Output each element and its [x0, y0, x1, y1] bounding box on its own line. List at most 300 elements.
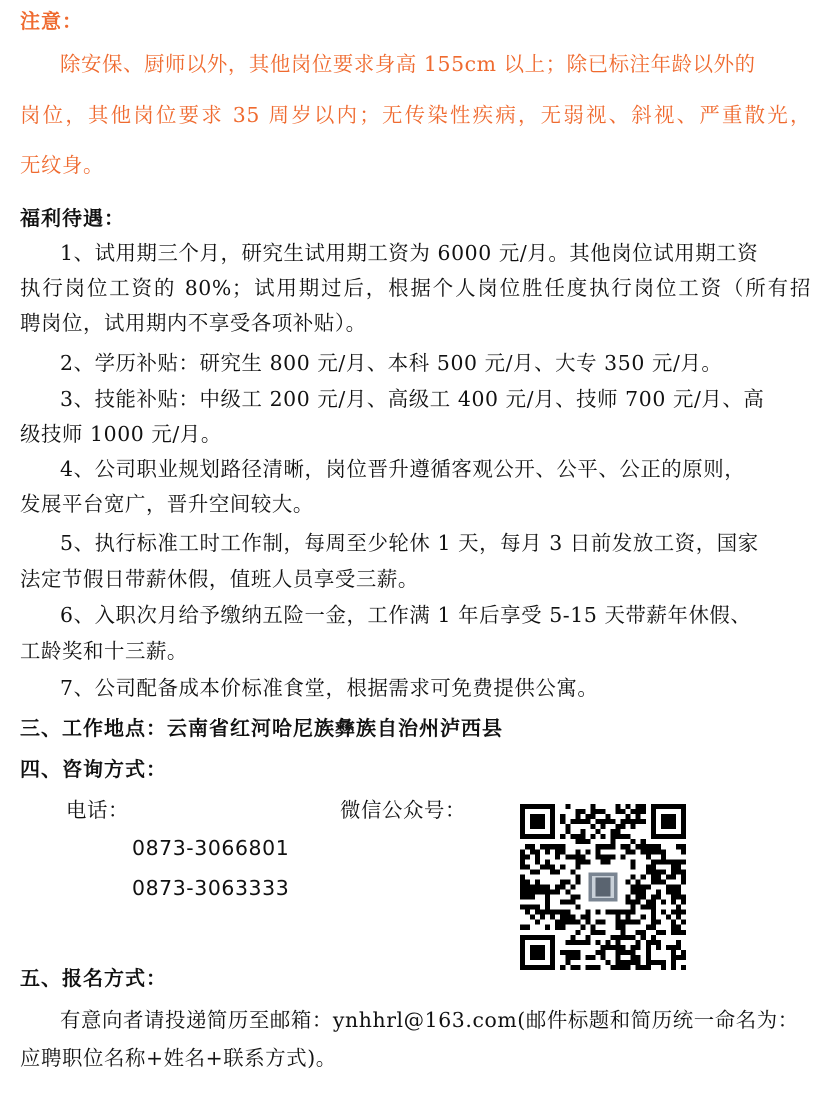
qr-module: [565, 955, 570, 960]
qr-module: [656, 849, 661, 854]
qr-module: [565, 829, 570, 834]
qr-module: [590, 834, 595, 839]
benefit-line-2: 执行岗位工资的 80%；试用期过后，根据个人岗位胜任度执行岗位工资（所有招: [20, 276, 811, 300]
qr-module: [626, 910, 631, 915]
qr-module: [626, 834, 631, 839]
qr-module: [631, 935, 636, 940]
qr-module: [646, 900, 651, 905]
qr-module: [565, 920, 570, 925]
qr-module: [671, 859, 676, 864]
notice-title: 注意：: [20, 9, 83, 33]
qr-module: [636, 930, 641, 935]
qr-module: [656, 879, 661, 884]
qr-module: [656, 844, 661, 849]
apply-line-2: 应聘职位名称+姓名+联系方式)。: [20, 1046, 337, 1070]
qr-module: [681, 900, 686, 905]
qr-module: [626, 819, 631, 824]
qr-module: [520, 879, 525, 884]
qr-module: [555, 844, 560, 849]
qr-module: [585, 940, 590, 945]
qr-module: [575, 920, 580, 925]
qr-module: [530, 890, 535, 895]
qr-module: [570, 854, 575, 859]
qr-module: [651, 935, 656, 940]
qr-module: [565, 915, 570, 920]
qr-module: [590, 930, 595, 935]
qr-module: [621, 935, 626, 940]
qr-module: [631, 864, 636, 869]
qr-module: [616, 945, 621, 950]
qr-module: [611, 839, 616, 844]
qr-module: [555, 884, 560, 889]
qr-module: [575, 814, 580, 819]
qr-module: [565, 824, 570, 829]
qr-module: [681, 859, 686, 864]
qr-module: [550, 864, 555, 869]
qr-module: [676, 844, 681, 849]
qr-module: [671, 950, 676, 955]
qr-module: [606, 940, 611, 945]
qr-module: [616, 809, 621, 814]
qr-module: [606, 859, 611, 864]
qr-module: [560, 920, 565, 925]
qr-module: [631, 910, 636, 915]
qr-module: [550, 869, 555, 874]
qr-code-graphic: [520, 804, 686, 970]
qr-module: [585, 935, 590, 940]
qr-module: [565, 950, 570, 955]
qr-module: [616, 824, 621, 829]
qr-module: [600, 819, 605, 824]
qr-module: [520, 905, 525, 910]
qr-module: [560, 879, 565, 884]
qr-module: [520, 874, 525, 879]
qr-module: [611, 945, 616, 950]
qr-module: [575, 955, 580, 960]
qr-module: [525, 890, 530, 895]
qr-module: [646, 905, 651, 910]
qr-module: [676, 869, 681, 874]
qr-module: [646, 854, 651, 859]
qr-module: [530, 869, 535, 874]
qr-module: [671, 890, 676, 895]
qr-module: [666, 890, 671, 895]
qr-module: [616, 834, 621, 839]
qr-module: [570, 884, 575, 889]
qr-module: [555, 910, 560, 915]
qr-module: [555, 920, 560, 925]
qr-module: [646, 925, 651, 930]
qr-module: [545, 844, 550, 849]
qr-module: [555, 869, 560, 874]
qr-module: [530, 905, 535, 910]
qr-module: [525, 895, 530, 900]
qr-module: [626, 814, 631, 819]
qr-module: [600, 920, 605, 925]
qr-module: [580, 915, 585, 920]
qr-module: [580, 854, 585, 859]
qr-module: [595, 920, 600, 925]
qr-module: [656, 930, 661, 935]
qr-module: [656, 920, 661, 925]
qr-module: [616, 950, 621, 955]
qr-module: [621, 945, 626, 950]
qr-module: [671, 920, 676, 925]
qr-module: [636, 945, 641, 950]
qr-module: [631, 809, 636, 814]
contact-title: 四、咨询方式：: [20, 757, 167, 781]
qr-module: [681, 849, 686, 854]
qr-module: [555, 890, 560, 895]
qr-module: [520, 849, 525, 854]
qr-module: [621, 854, 626, 859]
qr-module: [666, 945, 671, 950]
qr-module: [661, 854, 666, 859]
qr-module: [651, 900, 656, 905]
qr-module: [545, 925, 550, 930]
qr-module: [656, 859, 661, 864]
qr-module: [606, 814, 611, 819]
qr-module: [616, 910, 621, 915]
qr-module: [535, 920, 540, 925]
benefit-line-7: 4、公司职业规划路径清晰，岗位晋升遵循客观公开、公平、公正的原则，: [60, 457, 746, 481]
qr-module: [600, 930, 605, 935]
benefit-line-13: 7、公司配备成本价标准食堂，根据需求可免费提供公寓。: [60, 676, 599, 700]
qr-module: [626, 804, 631, 809]
qr-module: [570, 915, 575, 920]
qr-module: [671, 869, 676, 874]
qr-module: [626, 879, 631, 884]
qr-module: [565, 890, 570, 895]
qr-module: [540, 910, 545, 915]
qr-module: [681, 920, 686, 925]
qr-module: [575, 905, 580, 910]
qr-module: [611, 854, 616, 859]
qr-module: [600, 859, 605, 864]
qr-module: [676, 945, 681, 950]
qr-module: [606, 854, 611, 859]
qr-module: [570, 895, 575, 900]
qr-module: [545, 905, 550, 910]
notice-line-1: 除安保、厨师以外，其他岗位要求身高 155cm 以上；除已标注年龄以外的: [60, 52, 756, 76]
qr-module: [575, 930, 580, 935]
qr-module: [621, 930, 626, 935]
qr-module: [606, 819, 611, 824]
qr-module: [671, 925, 676, 930]
qr-module: [636, 940, 641, 945]
qr-module: [671, 910, 676, 915]
qr-module: [535, 884, 540, 889]
notice-line-2: 岗位，其他岗位要求 35 周岁以内；无传染性疾病，无弱视、斜视、严重散光，: [20, 103, 811, 127]
qr-module: [570, 819, 575, 824]
qr-module: [681, 930, 686, 935]
qr-module: [676, 940, 681, 945]
qr-module: [636, 890, 641, 895]
qr-module: [560, 910, 565, 915]
qr-module: [560, 900, 565, 905]
qr-module: [676, 859, 681, 864]
qr-module: [641, 930, 646, 935]
qr-module: [651, 925, 656, 930]
qr-module: [661, 879, 666, 884]
qr-module: [575, 864, 580, 869]
qr-module: [550, 910, 555, 915]
qr-module: [595, 950, 600, 955]
qr-module: [575, 859, 580, 864]
qr-module: [631, 890, 636, 895]
qr-module: [530, 884, 535, 889]
qr-module: [585, 915, 590, 920]
qr-module: [600, 844, 605, 849]
qr-module: [520, 890, 525, 895]
qr-module: [570, 935, 575, 940]
benefit-line-12: 工龄奖和十三薪。: [20, 639, 188, 663]
qr-module: [681, 910, 686, 915]
qr-module: [671, 874, 676, 879]
qr-module: [560, 849, 565, 854]
benefit-line-4: 2、学历补贴：研究生 800 元/月、本科 500 元/月、大专 350 元/月。: [60, 351, 723, 375]
qr-module: [575, 839, 580, 844]
qr-module: [651, 920, 656, 925]
qr-module: [580, 819, 585, 824]
qr-module: [520, 925, 525, 930]
qr-module: [656, 895, 661, 900]
qr-module: [545, 900, 550, 905]
qr-module: [575, 874, 580, 879]
qr-module: [676, 955, 681, 960]
qr-module: [555, 925, 560, 930]
qr-module: [646, 945, 651, 950]
qr-module: [560, 925, 565, 930]
qr-module: [621, 834, 626, 839]
qr-module: [550, 844, 555, 849]
qr-module: [661, 900, 666, 905]
qr-module: [626, 895, 631, 900]
qr-module: [671, 864, 676, 869]
qr-module: [606, 945, 611, 950]
phone-number-1: 0873-3066801: [132, 836, 290, 860]
qr-module: [636, 879, 641, 884]
qr-module: [555, 854, 560, 859]
qr-module: [626, 849, 631, 854]
qr-module: [616, 920, 621, 925]
qr-module: [646, 844, 651, 849]
qr-module: [520, 884, 525, 889]
qr-module: [646, 940, 651, 945]
qr-module: [631, 874, 636, 879]
qr-module: [545, 849, 550, 854]
qr-module: [560, 834, 565, 839]
qr-module: [595, 809, 600, 814]
benefit-line-8: 发展平台宽广，晋升空间较大。: [20, 492, 314, 516]
qr-module: [585, 839, 590, 844]
qr-module: [535, 905, 540, 910]
qr-module: [570, 950, 575, 955]
qr-module: [671, 930, 676, 935]
benefits-title: 福利待遇：: [20, 206, 125, 230]
qr-module: [676, 910, 681, 915]
qr-module: [595, 854, 600, 859]
qr-module: [636, 900, 641, 905]
qr-module: [530, 849, 535, 854]
qr-module: [671, 945, 676, 950]
qr-module: [626, 950, 631, 955]
qr-module: [671, 955, 676, 960]
qr-module: [545, 859, 550, 864]
qr-module: [636, 955, 641, 960]
qr-module: [631, 849, 636, 854]
qr-module: [550, 915, 555, 920]
qr-module: [600, 809, 605, 814]
qr-module: [560, 950, 565, 955]
qr-module: [656, 890, 661, 895]
qr-module: [651, 849, 656, 854]
qr-module: [641, 890, 646, 895]
qr-module: [525, 884, 530, 889]
qr-module: [661, 859, 666, 864]
qr-module: [520, 859, 525, 864]
qr-module: [631, 824, 636, 829]
qr-module: [540, 884, 545, 889]
qr-module: [676, 925, 681, 930]
qr-module: [636, 819, 641, 824]
qr-module: [600, 854, 605, 859]
qr-module: [666, 874, 671, 879]
location-title: 三、工作地点：云南省红河哈尼族彝族自治州泸西县: [20, 716, 503, 740]
benefit-line-6: 级技师 1000 元/月。: [20, 422, 222, 446]
qr-module: [590, 809, 595, 814]
qr-module: [646, 864, 651, 869]
qr-module: [636, 920, 641, 925]
qr-module: [626, 915, 631, 920]
qr-module: [641, 819, 646, 824]
qr-module: [631, 920, 636, 925]
qr-module: [641, 804, 646, 809]
qr-module: [616, 915, 621, 920]
qr-module: [636, 809, 641, 814]
qr-module: [606, 844, 611, 849]
qr-module: [626, 900, 631, 905]
qr-module: [540, 844, 545, 849]
qr-module: [611, 819, 616, 824]
qr-module: [585, 910, 590, 915]
qr-module: [585, 920, 590, 925]
qr-module: [525, 854, 530, 859]
qr-module: [651, 864, 656, 869]
qr-module: [636, 895, 641, 900]
qr-module: [580, 839, 585, 844]
benefit-line-9: 5、执行标准工时工作制，每周至少轮休 1 天，每月 3 日前发放工资，国家: [60, 531, 759, 555]
phone-number-2: 0873-3063333: [132, 876, 290, 900]
qr-module: [641, 915, 646, 920]
qr-module: [540, 864, 545, 869]
qr-module: [676, 905, 681, 910]
qr-module: [631, 819, 636, 824]
qr-module: [595, 819, 600, 824]
qr-module: [606, 910, 611, 915]
qr-module: [661, 930, 666, 935]
qr-module: [575, 819, 580, 824]
qr-module: [671, 900, 676, 905]
qr-module: [565, 804, 570, 809]
qr-module: [580, 925, 585, 930]
qr-module: [641, 935, 646, 940]
qr-module: [580, 940, 585, 945]
qr-module: [636, 844, 641, 849]
qr-module: [535, 879, 540, 884]
qr-module: [600, 824, 605, 829]
qr-module: [560, 814, 565, 819]
qr-module: [600, 945, 605, 950]
qr-module: [575, 940, 580, 945]
qr-module: [540, 915, 545, 920]
qr-module: [646, 869, 651, 874]
qr-module: [616, 925, 621, 930]
qr-module: [681, 950, 686, 955]
qr-module: [621, 819, 626, 824]
qr-module: [621, 920, 626, 925]
qr-module: [651, 879, 656, 884]
qr-module: [535, 854, 540, 859]
qr-module: [535, 910, 540, 915]
qr-module: [666, 859, 671, 864]
qr-module: [631, 884, 636, 889]
qr-module: [595, 849, 600, 854]
qr-module: [676, 884, 681, 889]
qr-module: [570, 869, 575, 874]
qr-module: [565, 854, 570, 859]
qr-module: [681, 879, 686, 884]
qr-module: [555, 849, 560, 854]
qr-module: [641, 895, 646, 900]
qr-module: [525, 910, 530, 915]
qr-module: [611, 834, 616, 839]
qr-module: [570, 955, 575, 960]
qr-module: [641, 884, 646, 889]
qr-module: [575, 854, 580, 859]
phone-label: 电话：: [66, 798, 129, 822]
qr-module: [545, 895, 550, 900]
qr-module: [651, 915, 656, 920]
qr-module: [621, 950, 626, 955]
qr-module: [676, 930, 681, 935]
qr-module: [595, 910, 600, 915]
qr-module: [641, 849, 646, 854]
qr-module: [575, 895, 580, 900]
qr-module: [656, 869, 661, 874]
qr-module: [621, 925, 626, 930]
qr-module: [681, 844, 686, 849]
qr-module: [560, 915, 565, 920]
qr-module: [646, 849, 651, 854]
qr-module: [535, 890, 540, 895]
qr-module: [520, 864, 525, 869]
qr-module: [681, 874, 686, 879]
qr-module: [611, 829, 616, 834]
qr-module: [666, 915, 671, 920]
benefit-line-1: 1、试用期三个月，研究生试用期工资为 6000 元/月。其他岗位试用期工资: [60, 241, 759, 265]
qr-module: [560, 844, 565, 849]
qr-module: [676, 864, 681, 869]
qr-module: [545, 884, 550, 889]
qr-module: [575, 950, 580, 955]
qr-module: [636, 884, 641, 889]
qr-module: [676, 890, 681, 895]
qr-module: [560, 819, 565, 824]
benefit-line-10: 法定节假日带薪休假，值班人员享受三薪。: [20, 567, 419, 591]
qr-module: [616, 935, 621, 940]
qr-module: [676, 915, 681, 920]
